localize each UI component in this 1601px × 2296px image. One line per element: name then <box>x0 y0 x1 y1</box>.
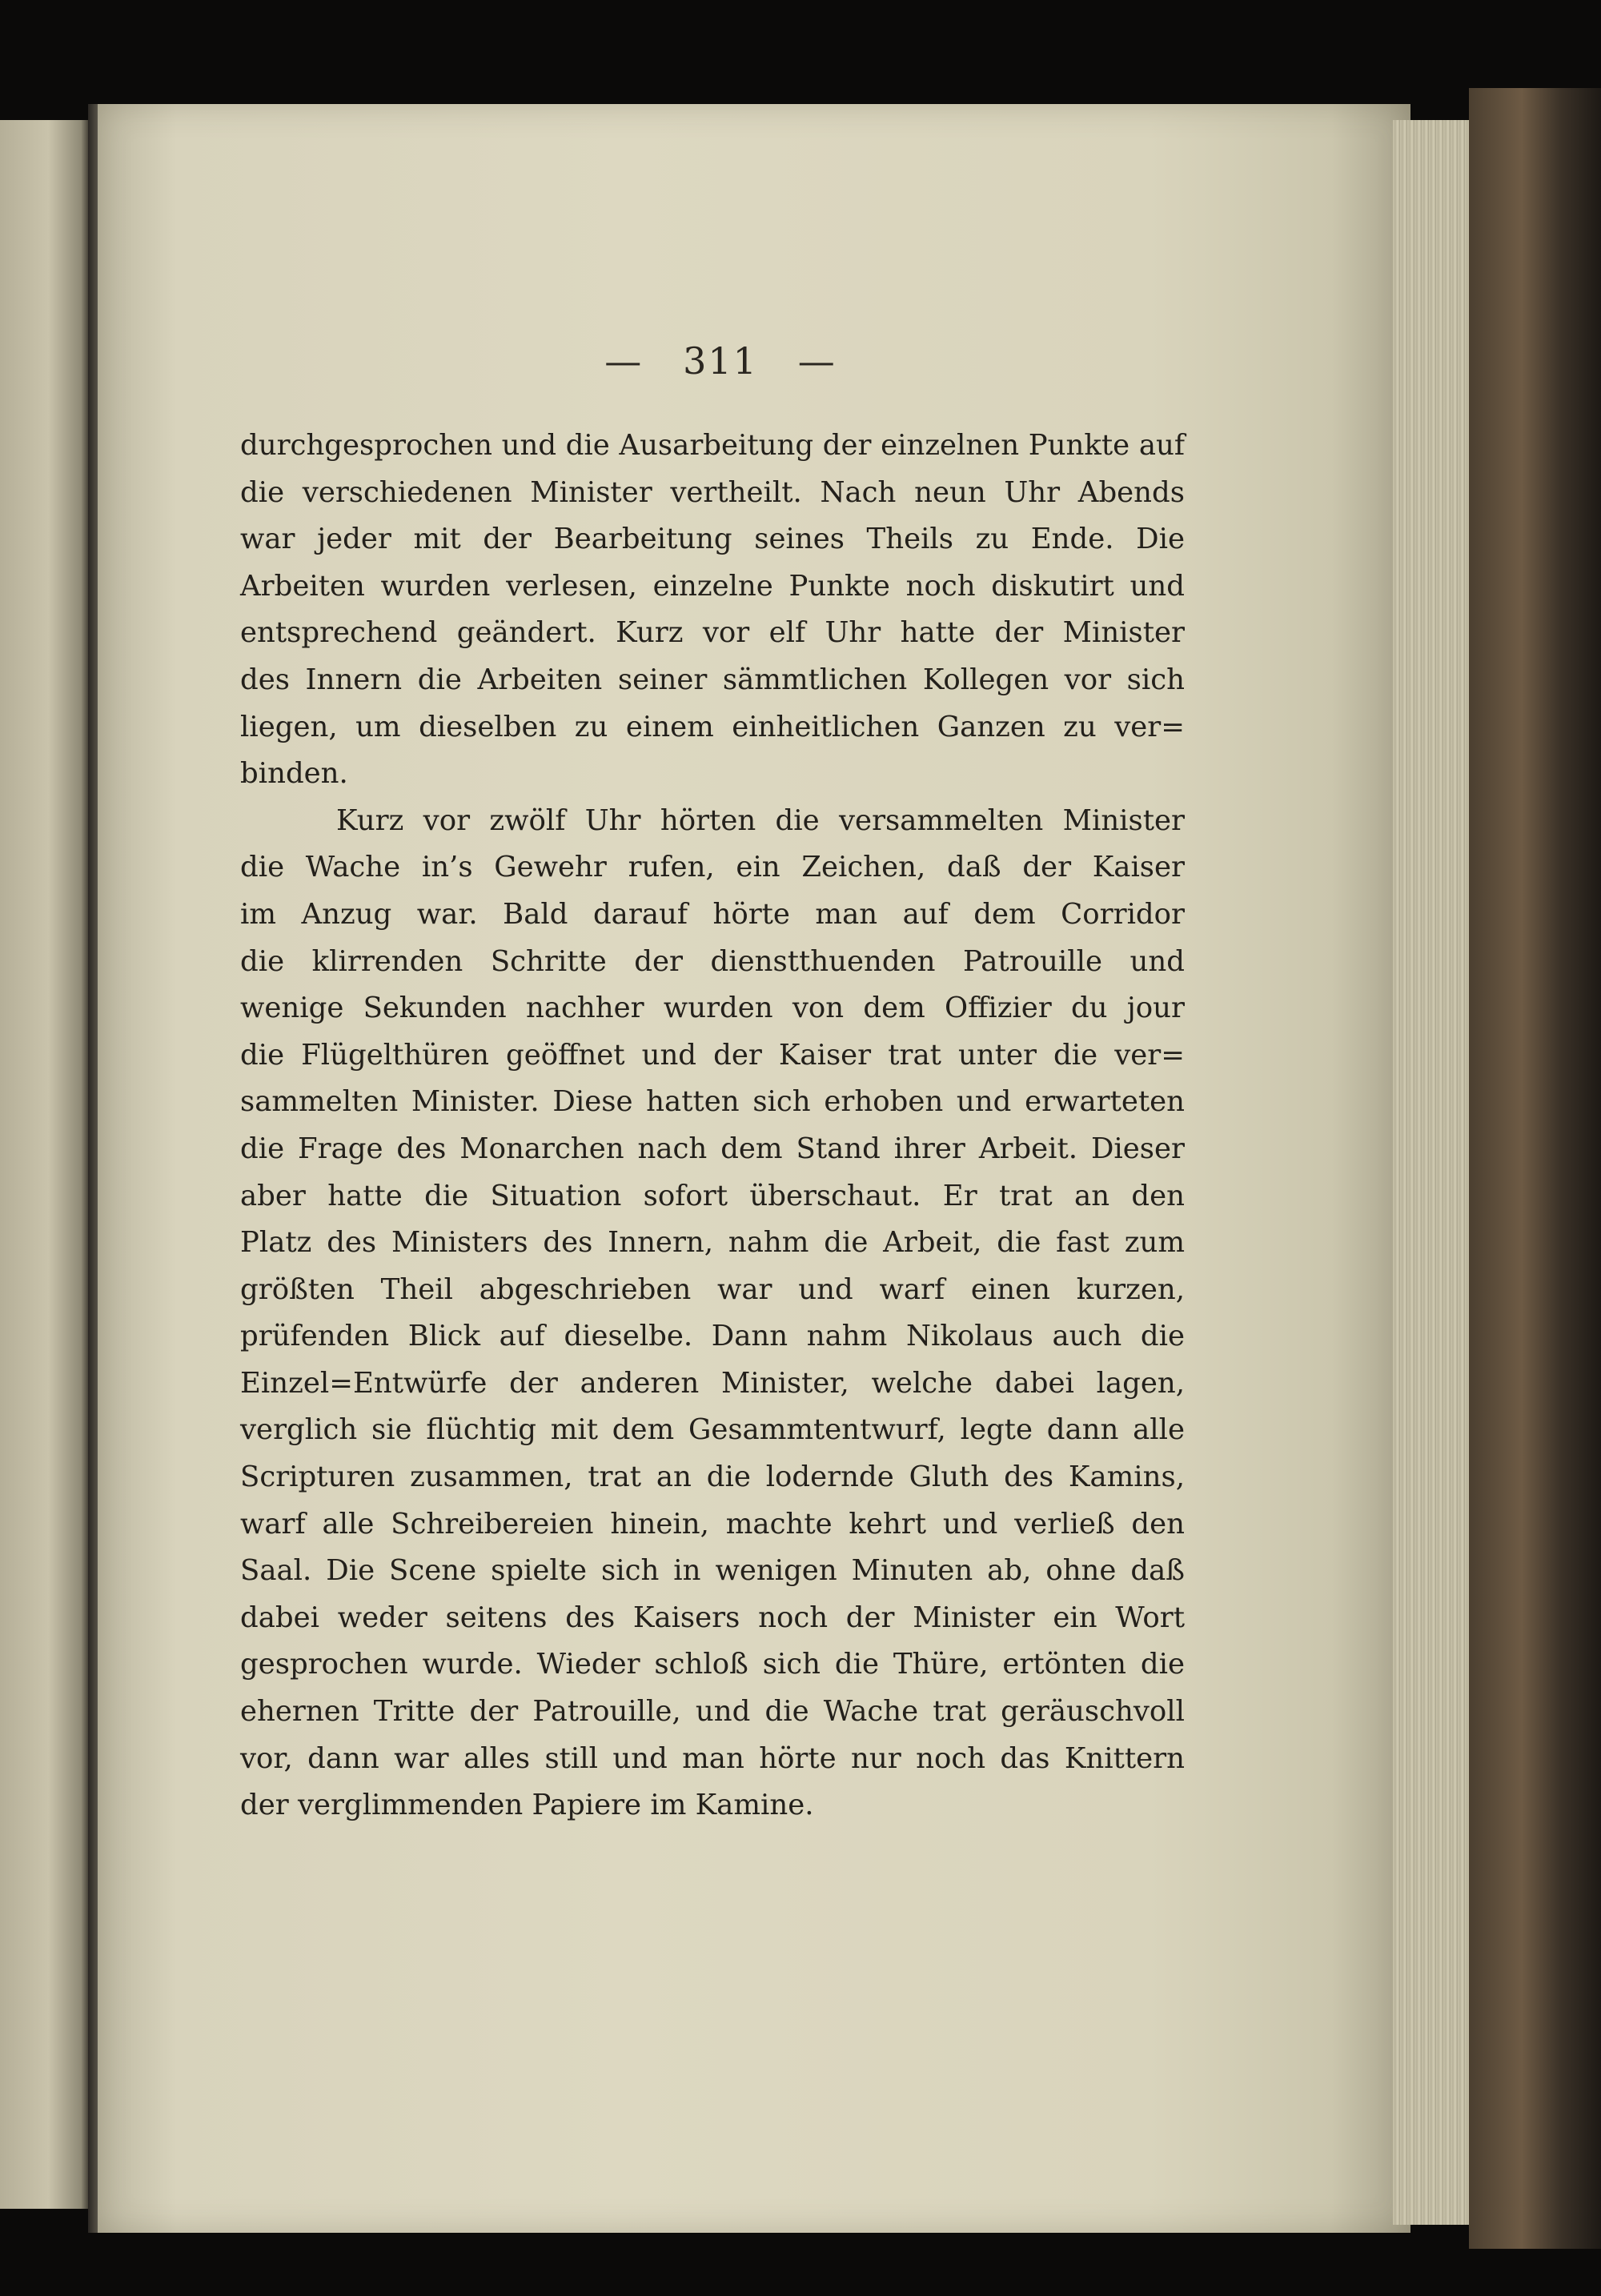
text-line: die verschiedenen Minister vertheilt. Nach neun Uhr Abends <box>240 475 1185 509</box>
text-line: sammelten Minister. Diese hatten sich erhoben und erwarteten <box>240 1085 1185 1119</box>
page-stack-edges <box>1393 120 1472 2225</box>
text-line: warf alle Schreibereien hinein, machte kehrt und verließ den <box>240 1507 1185 1541</box>
text-line: die Flügelthüren geöffnet und der Kaiser trat unter die ver= <box>240 1038 1185 1072</box>
text-line: Einzel=Entwürfe der anderen Minister, welche dabei lagen, <box>240 1366 1185 1400</box>
text-line: die Wache in’s Gewehr rufen, ein Zeichen, daß der Kaiser <box>240 851 1185 884</box>
text-line: im Anzug war. Bald darauf hörte man auf dem Corridor <box>240 897 1185 931</box>
text-line: die klirrenden Schritte der dienstthuenden Patrouille und <box>240 944 1185 978</box>
text-line: Saal. Die Scene spielte sich in wenigen Minuten ab, ohne daß <box>240 1554 1185 1588</box>
text-line: Kurz vor zwölf Uhr hörten die versammelten Minister <box>336 803 1185 837</box>
text-line: binden. <box>240 757 348 791</box>
text-line: wenige Sekunden nachher wurden von dem Offizier du jour <box>240 992 1185 1025</box>
text-line: liegen, um dieselben zu einem einheitlichen Ganzen zu ver= <box>240 710 1185 743</box>
header-dash-right: — <box>797 339 837 383</box>
previous-page-edge <box>0 120 88 2209</box>
text-line: aber hatte die Situation sofort überschaut. Er trat an den <box>240 1179 1185 1212</box>
text-line: Scripturen zusammen, trat an die lodernde Gluth des Kamins, <box>240 1461 1185 1494</box>
text-line: durchgesprochen und die Ausarbeitung der einzelnen Punkte auf <box>240 429 1185 462</box>
text-line: ehernen Tritte der Patrouille, und die Wache trat geräuschvoll <box>240 1695 1185 1729</box>
text-line: die Frage des Monarchen nach dem Stand ihrer Arbeit. Dieser <box>240 1132 1185 1165</box>
body-text <box>240 423 1185 1829</box>
text-line: der verglimmenden Papiere im Kamine. <box>240 1789 814 1822</box>
book-cover-edge <box>1469 88 1601 2249</box>
text-line: verglich sie flüchtig mit dem Gesammtentwurf, legte dann alle <box>240 1413 1185 1447</box>
text-line: Platz des Ministers des Innern, nahm die Arbeit, die fast zum <box>240 1226 1185 1260</box>
text-line: gesprochen wurde. Wieder schloß sich die Thüre, ertönten die <box>240 1648 1185 1681</box>
text-line: vor, dann war alles still und man hörte nur noch das Knittern <box>240 1741 1185 1775</box>
text-line: war jeder mit der Bearbeitung seines Theils zu Ende. Die <box>240 523 1185 556</box>
text-line: des Innern die Arbeiten seiner sämmtlichen Kollegen vor sich <box>240 663 1185 696</box>
text-line: Arbeiten wurden verlesen, einzelne Punkte noch diskutirt und <box>240 569 1185 603</box>
page-header <box>480 339 961 383</box>
page-number: 311 <box>683 339 758 383</box>
text-line: größten Theil abgeschrieben war und warf einen kurzen, <box>240 1272 1185 1306</box>
header-dash-left: — <box>604 339 644 383</box>
text-line: entsprechend geändert. Kurz vor elf Uhr hatte der Minister <box>240 616 1185 650</box>
text-line: prüfenden Blick auf dieselbe. Dann nahm Nikolaus auch die <box>240 1320 1185 1353</box>
text-line: dabei weder seitens des Kaisers noch der Minister ein Wort <box>240 1601 1185 1634</box>
